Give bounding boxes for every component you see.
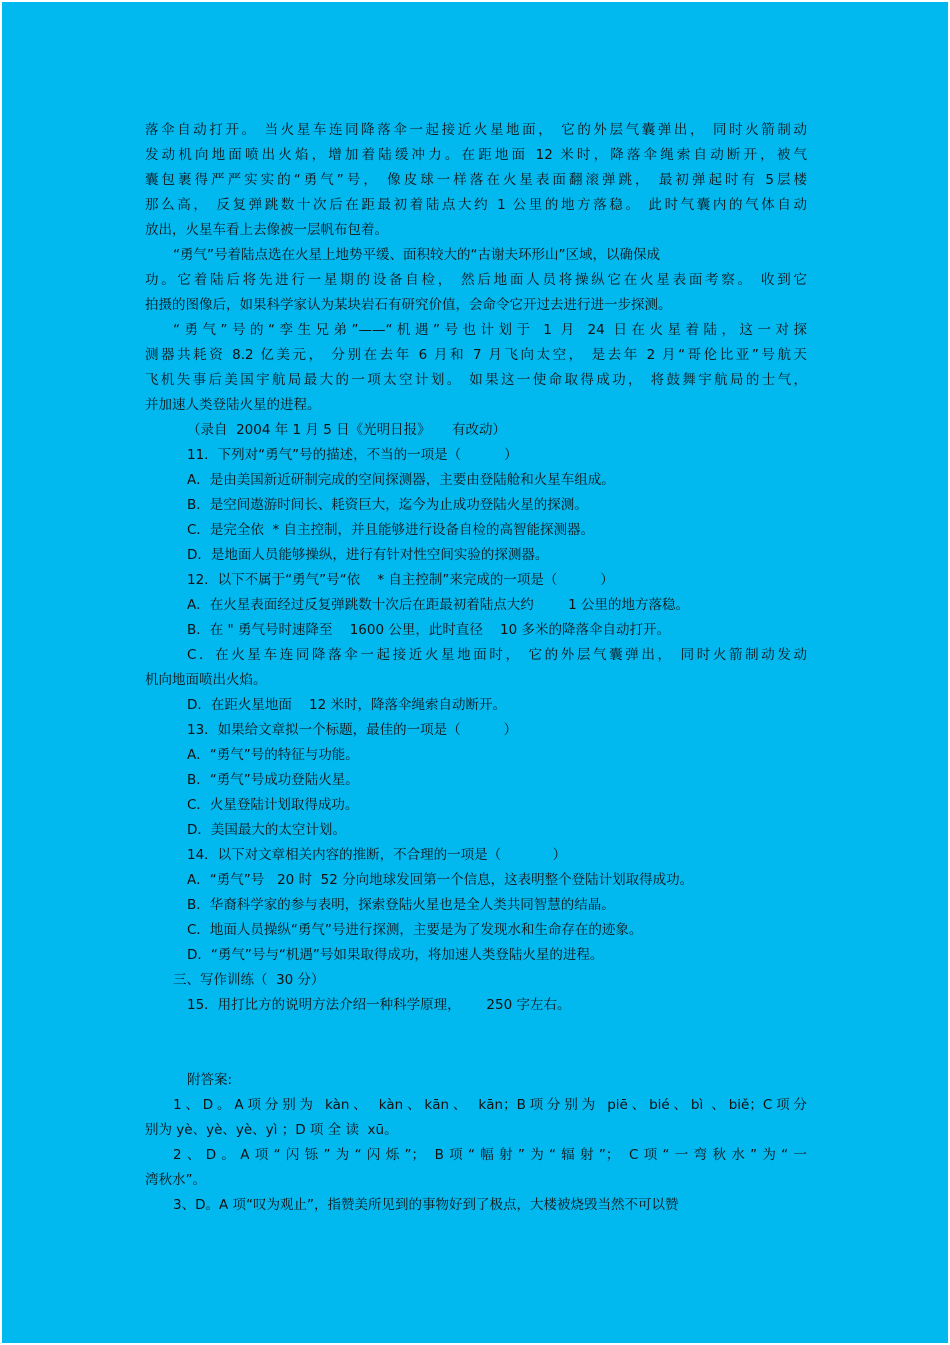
text-line-33: C．地面人员操纵“勇气”号进行探测，主要是为了发现水和生命存在的迹象。 [187, 922, 643, 938]
text-line-7: 功。它着陆后将先进行一星期的设备自检， 然后地面人员将操纵它在火星表面考察。 收到它 [145, 272, 807, 288]
text-line-32: B．华裔科学家的参与表明，探索登陆火星也是全人类共同智慧的结晶。 [187, 897, 615, 913]
text-line-15: A．是由美国新近研制完成的空间探测器，主要由登陆舱和火星车组成。 [187, 472, 615, 488]
text-line-4: 那么高， 反复弹跳数十次后在距最初着陆点大约 1 公里的地方落稳。 此时气囊内的气体自动 [145, 197, 807, 213]
text-line-11: 飞机失事后美国宇航局最大的一项太空计划。 如果这一使命取得成功， 将鼓舞宇航局的士气， [145, 372, 807, 388]
text-line-9: “勇气”号的“孪生兄弟”——“机遇”号也计划于 1 月 24 日在火星着陆，这一对探 [173, 322, 807, 338]
text-line-35: 三、写作训练（ 30 分） [173, 972, 325, 988]
text-line-1: 落伞自动打开。 当火星车连同降落伞一起接近火星地面， 它的外层气囊弹出， 同时火箭制动 [145, 122, 807, 138]
text-line-28: C．火星登陆计划取得成功。 [187, 797, 359, 813]
text-line-34: D．“勇气”号与“机遇”号如果取得成功，将加速人类登陆火星的进程。 [187, 947, 604, 963]
document-body [145, 118, 807, 1218]
answer-line-1: 1、D。A项分别为 kàn、 kàn、kān、 kān；B项分别为 piē、bié、bì 、biě；C项分 [173, 1097, 807, 1113]
text-line-25: 13．如果给文章拟一个标题，最佳的一项是（ ） [187, 722, 518, 738]
text-line-14: 11．下列对“勇气”号的描述，不当的一项是（ ） [187, 447, 518, 463]
text-line-8: 拍摄的图像后，如果科学家认为某块岩石有研究价值，会命令它开过去进行进一步探测。 [145, 297, 672, 313]
text-line-12: 并加速人类登陆火星的进程。 [145, 397, 321, 413]
answer-line-4: 湾秋水”。 [145, 1172, 206, 1188]
text-line-2: 发动机向地面喷出火焰，增加着陆缓冲力。在距地面 12 米时，降落伞绳索自动断开，被气 [145, 147, 807, 163]
document-page [2, 2, 948, 1343]
text-line-30: 14．以下对文章相关内容的推断，不合理的一项是（ ） [187, 847, 567, 863]
text-line-6: “勇气”号着陆点选在火星上地势平缓、面积较大的“古谢夫环形山”区域，以确保成 [173, 247, 660, 263]
text-line-23: 机向地面喷出火焰。 [145, 672, 267, 688]
text-line-24: D．在距火星地面 12 米时，降落伞绳索自动断开。 [187, 697, 507, 713]
answer-line-2: 别为 yè、yè、yè、yì ；D 项 全 读 xū。 [145, 1122, 398, 1138]
text-line-26: A．“勇气”号的特征与功能。 [187, 747, 359, 763]
text-line-10: 测器共耗资 8.2 亿美元， 分别在去年 6 月和 7 月飞向太空， 是去年 2 月“哥伦比亚”号航天 [145, 347, 807, 363]
answer-line-5: 3、D。A 项“叹为观止”，指赞美所见到的事物好到了极点，大楼被烧毁当然不可以赞 [173, 1197, 679, 1213]
section-gap [145, 1018, 807, 1068]
text-line-29: D．美国最大的太空计划。 [187, 822, 346, 838]
text-line-19: 12．以下不属于“勇气”号“依 * 自主控制”来完成的一项是（ ） [187, 572, 614, 588]
text-line-36: 15．用打比方的说明方法介绍一种科学原理， 250 字左右。 [187, 997, 571, 1013]
text-line-18: D．是地面人员能够操纵，进行有针对性空间实验的探测器。 [187, 547, 549, 563]
text-line-27: B．“勇气”号成功登陆火星。 [187, 772, 359, 788]
text-line-16: B．是空间遨游时间长、耗资巨大，迄今为止成功登陆火星的探测。 [187, 497, 588, 513]
text-line-20: A．在火星表面经过反复弹跳数十次后在距最初着陆点大约 1 公里的地方落稳。 [187, 597, 689, 613]
answer-line-3: 2、D。A项“闪铄”为“闪烁”； B项“幅射”为“辐射”； C项“一弯秋水”为“一 [173, 1147, 807, 1163]
text-line-13: （录自 2004 年 1 月 5 日《光明日报》 有改动） [187, 422, 507, 438]
text-line-22: C．在火星车连同降落伞一起接近火星地面时， 它的外层气囊弹出， 同时火箭制动发动 [187, 647, 807, 663]
text-line-21: B．在 " 勇气号时速降至 1600 公里，此时直径 10 多米的降落伞自动打开。 [187, 622, 670, 638]
text-line-17: C．是完全依 * 自主控制，并且能够进行设备自检的高智能探测器。 [187, 522, 595, 538]
text-line-3: 囊包裹得严严实实的“勇气”号， 像皮球一样落在火星表面翻滚弹跳， 最初弹起时有 5层楼 [145, 172, 807, 188]
text-line-5: 放出，火星车看上去像被一层帆布包着。 [145, 222, 388, 238]
text-line-31: A．“勇气”号 20 时 52 分向地球发回第一个信息，这表明整个登陆计划取得成功。 [187, 872, 694, 888]
answers-heading: 附答案: [187, 1072, 233, 1088]
